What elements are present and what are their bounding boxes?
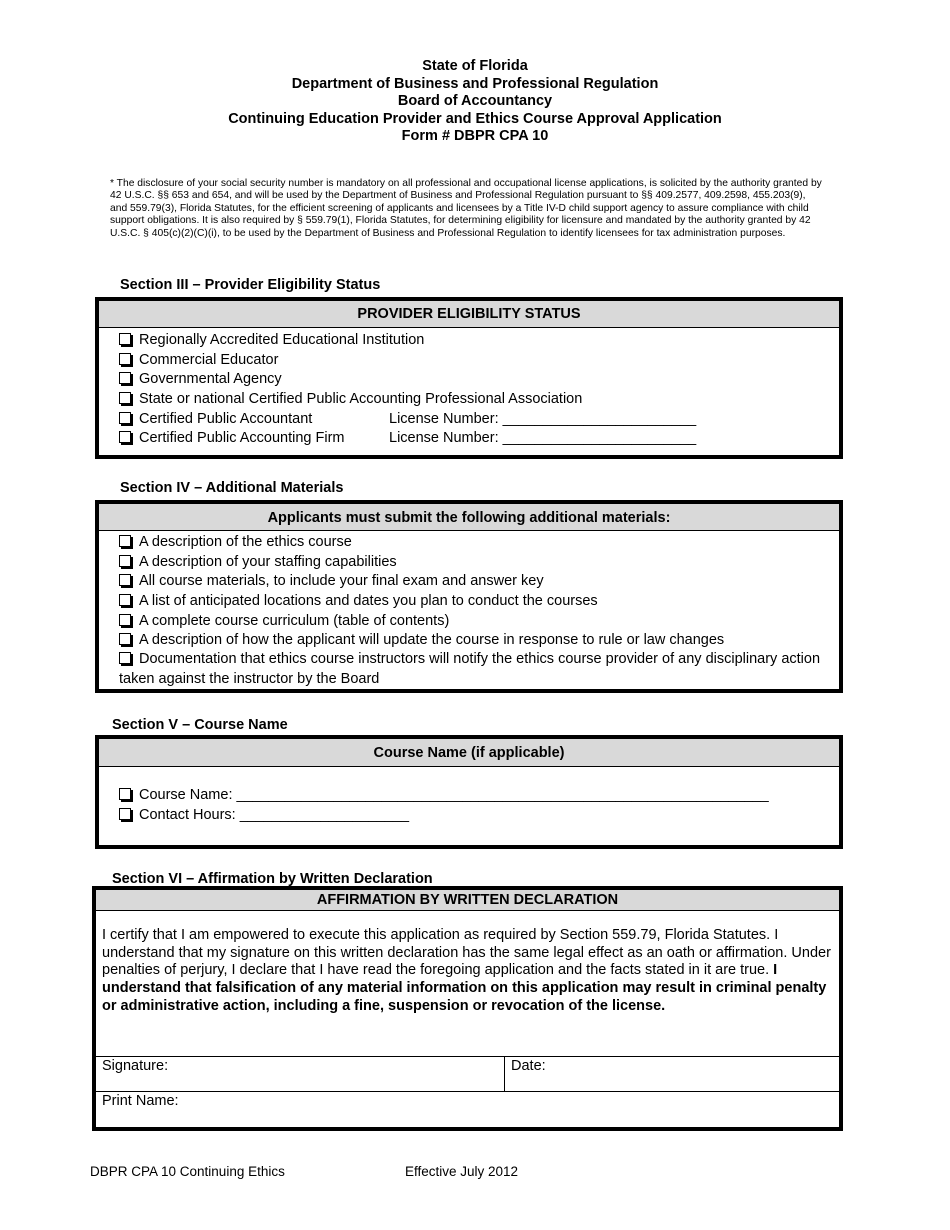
eligibility-option[interactable]: Regionally Accredited Educational Institution: [119, 330, 839, 350]
checkbox-icon[interactable]: [119, 372, 131, 384]
provider-eligibility-header: PROVIDER ELIGIBILITY STATUS: [99, 301, 839, 328]
license-number-field[interactable]: License Number: ________________________: [389, 410, 697, 427]
affirmation-text: I certify that I am empowered to execute this application as required by Section 559.79, Florida Statutes. I understand that my signature on this written declaration has the same legal effect as an oath or affirmation. Under penalties of perjury, I declare that I have read the foregoing application and the facts stated in it are true. I understand that falsification of any material information on this application may result in criminal penalty or administrative action, including a fine, suspension or revocation of the license.: [102, 927, 831, 1014]
eligibility-option[interactable]: Certified Public Accountant License Number: ________________________: [119, 409, 839, 429]
date-field[interactable]: Date:: [511, 1058, 546, 1074]
header-form-title: Continuing Education Provider and Ethics Course Approval Application: [228, 110, 722, 127]
checkbox-icon[interactable]: [119, 555, 131, 567]
affirmation-box: [92, 886, 843, 1131]
checkbox-icon[interactable]: [119, 535, 131, 547]
checkbox-icon[interactable]: [119, 808, 131, 820]
material-item[interactable]: A description of the ethics course: [119, 532, 829, 552]
course-name-box: [95, 735, 843, 849]
additional-materials-box: [95, 500, 843, 693]
material-item[interactable]: All course materials, to include your final exam and answer key: [119, 571, 829, 591]
course-name-field[interactable]: Course Name: __________________________________________________________________: [119, 785, 839, 805]
provider-eligibility-box: [95, 297, 843, 459]
section3-title: Section III – Provider Eligibility Status: [120, 277, 381, 293]
eligibility-option[interactable]: State or national Certified Public Accounting Professional Association: [119, 389, 839, 409]
signature-field[interactable]: Signature:: [96, 1057, 505, 1091]
material-item[interactable]: A description of how the applicant will update the course in response to rule or law changes: [119, 630, 829, 650]
checkbox-icon[interactable]: [119, 392, 131, 404]
print-name-row: [96, 1091, 839, 1126]
checkbox-icon[interactable]: [119, 431, 131, 443]
material-item[interactable]: A complete course curriculum (table of contents): [119, 611, 829, 631]
checkbox-icon[interactable]: [119, 353, 131, 365]
ssn-disclosure: * The disclosure of your social security number is mandatory on all professional and occupational license applications, is solicited by the authority granted by 42 U.S.C. §§ 653 and 654, and will be used by the Department of Business and Professional Regulation pursuant to §§ 409.2577, 409.2598, 455.203(9), and 559.79(3), Florida Statutes, for the efficient screening of applicants and licensees by a Title IV-D child support agency to assure compliance with child support obligations. It is also required by § 559.79(1), Florida Statutes, for determining eligibility for licensure and mandated by the authority granted by 42 U.S.C. § 405(c)(2)(C)(i), to be used by the Department of Business and Professional Regulation to identify licensees for tax administration purposes.: [110, 178, 822, 239]
signature-row: [96, 1056, 839, 1091]
header-department: Department of Business and Professional Regulation: [291, 75, 659, 92]
contact-hours-field[interactable]: Contact Hours: _____________________: [119, 805, 839, 825]
header-form-number: Form # DBPR CPA 10: [401, 128, 549, 145]
additional-materials-header: Applicants must submit the following additional materials:: [99, 504, 839, 531]
material-item[interactable]: A list of anticipated locations and dates you plan to conduct the courses: [119, 591, 829, 611]
checkbox-icon[interactable]: [119, 633, 131, 645]
section5-title: Section V – Course Name: [112, 717, 288, 733]
material-item[interactable]: Documentation that ethics course instructors will notify the ethics course provider of any disciplinary action taken against the instructor by the Board: [119, 651, 821, 687]
document-header: [0, 58, 950, 146]
header-state: State of Florida: [422, 58, 528, 74]
section4-title: Section IV – Additional Materials: [120, 480, 344, 496]
print-name-field[interactable]: Print Name:: [102, 1093, 179, 1109]
checkbox-icon[interactable]: [119, 594, 131, 606]
footer-form-name: DBPR CPA 10 Continuing Ethics: [90, 1164, 285, 1179]
material-item[interactable]: A description of your staffing capabilities: [119, 552, 829, 572]
eligibility-option[interactable]: Governmental Agency: [119, 369, 839, 389]
eligibility-option[interactable]: Commercial Educator: [119, 350, 839, 370]
checkbox-icon[interactable]: [119, 788, 131, 800]
header-board: Board of Accountancy: [397, 93, 553, 110]
affirmation-header: AFFIRMATION BY WRITTEN DECLARATION: [96, 890, 839, 911]
checkbox-icon[interactable]: [119, 652, 131, 664]
checkbox-icon[interactable]: [119, 412, 131, 424]
section6-title: Section VI – Affirmation by Written Declaration: [112, 871, 433, 887]
course-name-header: Course Name (if applicable): [99, 739, 839, 767]
checkbox-icon[interactable]: [119, 333, 131, 345]
checkbox-icon[interactable]: [119, 574, 131, 586]
checkbox-icon[interactable]: [119, 614, 131, 626]
license-number-field[interactable]: License Number: ________________________: [389, 430, 697, 447]
footer-effective-date: Effective July 2012: [405, 1164, 519, 1179]
eligibility-option[interactable]: Certified Public Accounting Firm License Number: ________________________: [119, 428, 839, 448]
